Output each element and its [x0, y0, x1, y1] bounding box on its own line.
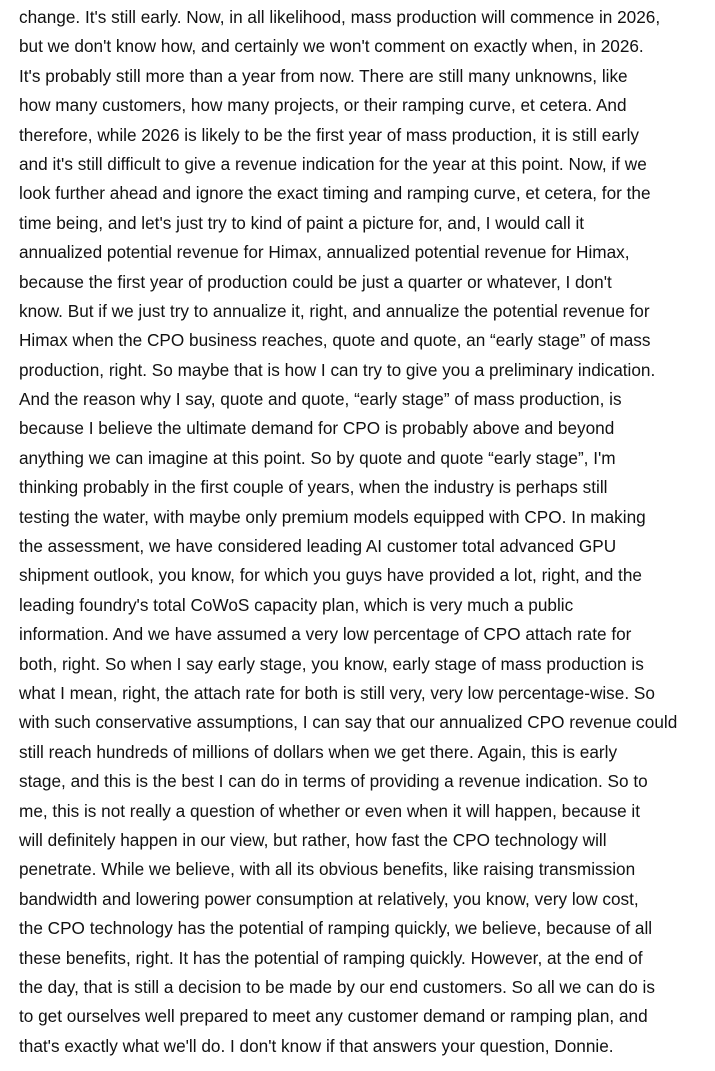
text-line: to get ourselves well prepared to meet any customer demand or ramping plan, and [19, 1006, 648, 1027]
transcript-paragraph [19, 3, 715, 1061]
text-line: time being, and let's just try to kind of paint a picture for, and, I would call it [19, 212, 585, 233]
text-line: testing the water, with maybe only premium models equipped with CPO. In making [19, 506, 646, 527]
text-line: how many customers, how many projects, or their ramping curve, et cetera. And [19, 95, 627, 116]
text-line: will definitely happen in our view, but rather, how fast the CPO technology will [19, 829, 607, 850]
text-line: production, right. So maybe that is how I can try to give you a preliminary indication. [19, 359, 656, 380]
text-line: look further ahead and ignore the exact timing and ramping curve, et cetera, for the [19, 183, 651, 204]
text-line: with such conservative assumptions, I can say that our annualized CPO revenue could [19, 712, 678, 733]
text-line: stage, and this is the best I can do in terms of providing a revenue indication. So to [19, 771, 648, 792]
text-line: thinking probably in the first couple of years, when the industry is perhaps still [19, 477, 608, 498]
text-line: me, this is not really a question of whether or even when it will happen, because it [19, 800, 641, 821]
text-line: the CPO technology has the potential of ramping quickly, we believe, because of all [19, 918, 653, 939]
text-line: that's exactly what we'll do. I don't know if that answers your question, Donnie. [19, 1035, 614, 1056]
text-line: know. But if we just try to annualize it, right, and annualize the potential revenue for [19, 300, 650, 321]
text-line: what I mean, right, the attach rate for both is still very, very low percentage-wise. So [19, 682, 655, 703]
text-line: but we don't know how, and certainly we won't comment on exactly when, in 2026. [19, 36, 644, 57]
text-line: still reach hundreds of millions of dollars when we get there. Again, this is early [19, 741, 618, 762]
text-line: both, right. So when I say early stage, you know, early stage of mass production is [19, 653, 644, 674]
text-line: change. It's still early. Now, in all likelihood, mass production will commence in 2026, [19, 7, 661, 27]
text-line: information. And we have assumed a very low percentage of CPO attach rate for [19, 624, 632, 645]
text-line: the assessment, we have considered leading AI customer total advanced GPU [19, 536, 617, 557]
text-line: anything we can imagine at this point. So by quote and quote “early stage”, I'm [19, 447, 616, 468]
text-line: the day, that is still a decision to be made by our end customers. So all we can do is [19, 976, 655, 997]
text-line: bandwidth and lowering power consumption at relatively, you know, very low cost, [19, 888, 639, 909]
text-line: because the first year of production could be just a quarter or whatever, I don't [19, 271, 612, 292]
text-line: leading foundry's total CoWoS capacity plan, which is very much a public [19, 594, 574, 615]
text-line: Himax when the CPO business reaches, quote and quote, an “early stage” of mass [19, 330, 651, 351]
text-line: therefore, while 2026 is likely to be the first year of mass production, it is still early [19, 124, 639, 145]
text-line: because I believe the ultimate demand for CPO is probably above and beyond [19, 418, 615, 439]
text-line: penetrate. While we believe, with all its obvious benefits, like raising transmission [19, 859, 636, 880]
text-line: these benefits, right. It has the potential of ramping quickly. However, at the end of [19, 947, 643, 968]
text-line: annualized potential revenue for Himax, annualized potential revenue for Himax, [19, 242, 630, 263]
text-line: It's probably still more than a year from now. There are still many unknowns, like [19, 65, 628, 86]
text-line: shipment outlook, you know, for which you guys have provided a lot, right, and the [19, 565, 642, 586]
text-line: and it's still difficult to give a revenue indication for the year at this point. Now, if we [19, 153, 647, 174]
text-line: And the reason why I say, quote and quote, “early stage” of mass production, is [19, 389, 622, 410]
